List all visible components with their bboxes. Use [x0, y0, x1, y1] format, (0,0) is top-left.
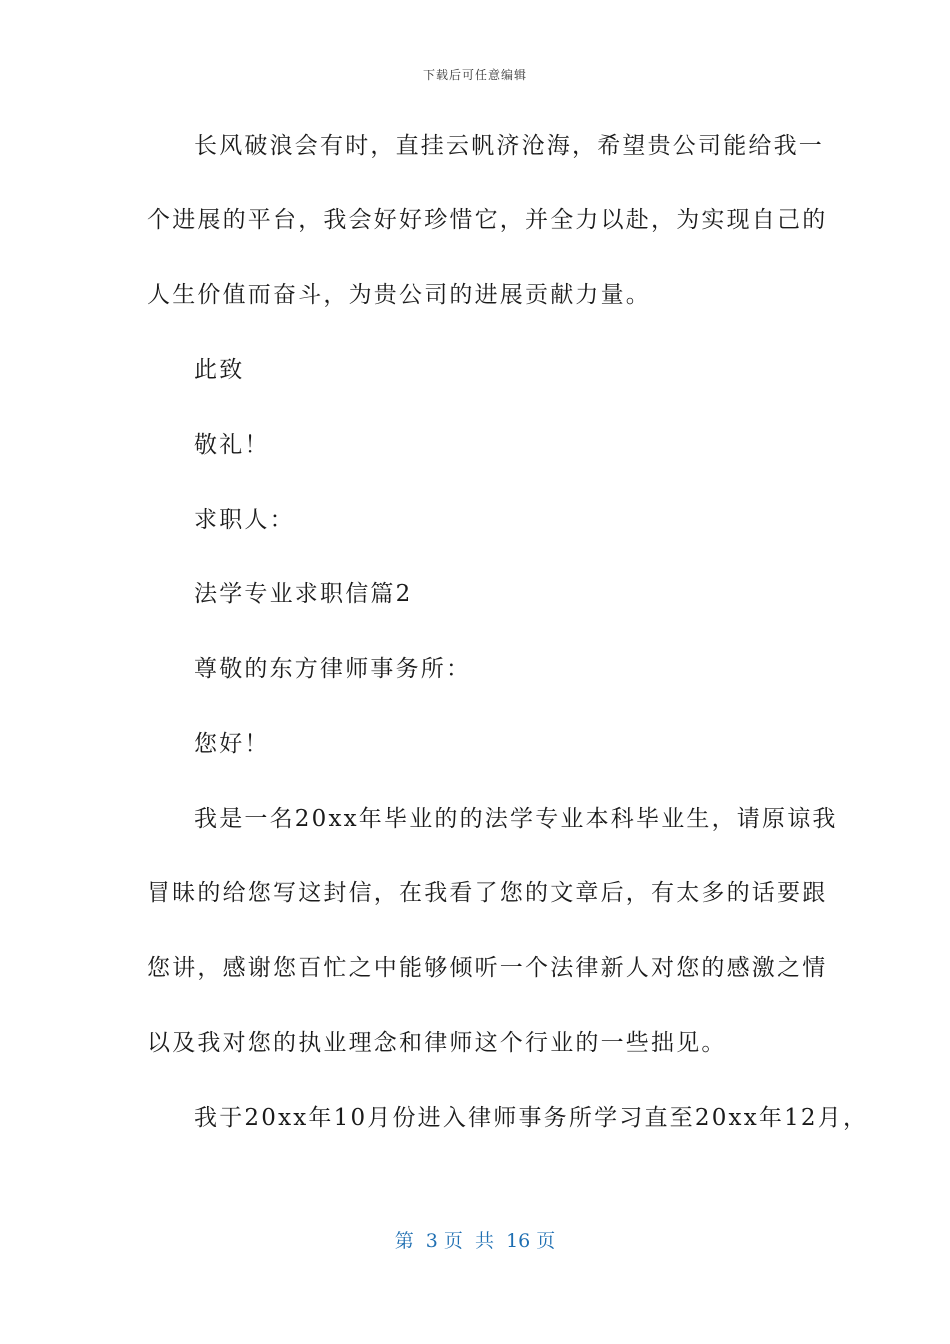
page-indicator: 第 3 页 共 16 页 — [394, 1230, 556, 1252]
letter-greeting: 您好！ — [194, 731, 270, 757]
page-header-note: 下载后可任意编辑 — [422, 68, 527, 82]
paragraph-line: 我于20xx年10月份进入律师事务所学习直至20xx年12月， — [194, 1105, 869, 1131]
paragraph-line: 我是一名20xx年毕业的的法学专业本科毕业生，请原谅我 — [194, 806, 838, 832]
paragraph-line: 长风破浪会有时，直挂云帆济沧海，希望贵公司能给我一 — [194, 133, 824, 159]
paragraph-line: 人生价值而奋斗，为贵公司的进展贡献力量。 — [147, 282, 651, 308]
paragraph-line: 个进展的平台，我会好好珍惜它，并全力以赴，为实现自己的 — [147, 207, 828, 233]
paragraph-line: 以及我对您的执业理念和律师这个行业的一些拙见。 — [147, 1030, 727, 1056]
closing-salutation: 此致 — [194, 357, 245, 383]
closing-regards: 敬礼！ — [194, 432, 270, 458]
paragraph-line: 您讲，感谢您百忙之中能够倾听一个法律新人对您的感激之情 — [147, 955, 828, 981]
section-title: 法学专业求职信篇2 — [194, 581, 413, 607]
paragraph-line: 冒昧的给您写这封信，在我看了您的文章后，有太多的话要跟 — [147, 880, 828, 906]
signature-label: 求职人： — [194, 507, 295, 533]
letter-addressee: 尊敬的东方律师事务所： — [194, 656, 472, 682]
